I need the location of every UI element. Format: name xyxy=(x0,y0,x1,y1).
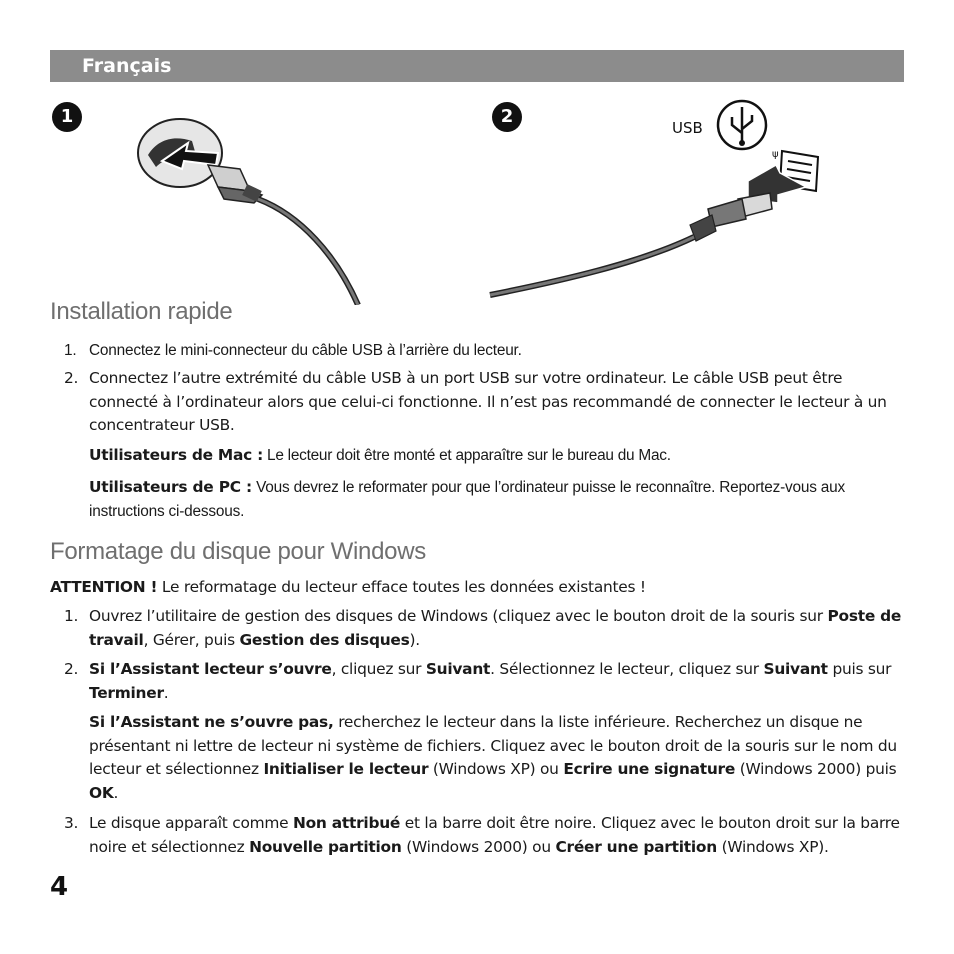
step-number: 1. xyxy=(64,342,77,359)
text-run: ). xyxy=(409,630,420,649)
text-run: et la barre doit être noire. Cliquez avec le bouton droit sur la barre noire et sélectionnez xyxy=(89,814,900,856)
bold-run: Ecrire une signature xyxy=(563,760,736,779)
formatting-heading: Formatage du disque pour Windows xyxy=(50,538,426,565)
text-run: , Gérer, puis xyxy=(143,630,240,649)
usb-port-connection-illustration xyxy=(480,95,840,305)
step-1-number: 1 xyxy=(60,106,74,127)
step-number: 2. xyxy=(64,660,79,678)
mac-note-text: Le lecteur doit être monté et apparaître sur le bureau du Mac. xyxy=(263,447,671,464)
attention-warning xyxy=(50,576,910,600)
step-text xyxy=(89,658,910,705)
text-run: . xyxy=(113,783,119,802)
attention-label: ATTENTION ! xyxy=(50,578,158,596)
mini-usb-plug xyxy=(208,165,250,191)
text-run: Le disque apparaît comme xyxy=(89,814,293,832)
bold-run: Suivant xyxy=(763,660,828,678)
attention-text: Le reformatage du lecteur efface toutes les données existantes ! xyxy=(157,578,646,596)
text-run: (Windows XP) ou xyxy=(428,760,564,779)
quick-install-step-1 xyxy=(64,339,910,363)
text-run: Ouvrez l’utilitaire de gestion des disques de Windows (cliquez avec le bouton droit de la souris sur xyxy=(89,607,828,625)
pc-note-text: Vous devrez le reformater pour que l’ordinateur puisse le reconnaître. Reportez-vous aux instructions ci-dessous. xyxy=(89,479,846,520)
format-step-1 xyxy=(64,605,910,652)
step-text xyxy=(89,812,910,859)
format-step-2 xyxy=(64,658,910,705)
usb-cable-1-highlight xyxy=(258,199,358,305)
language-header-bar xyxy=(50,50,904,82)
text-run: recherchez le lecteur dans la liste inférieure. Recherchez un disque ne présentant ni lettre de lecteur ni système de fichiers. Cliquez avec le bouton droit de la souris sur le nom du lecteur et sélectionnez xyxy=(89,713,897,779)
usb-cable-2 xyxy=(490,237,694,295)
bold-run: Poste de travail xyxy=(89,607,902,649)
bold-run: Si l’Assistant lecteur s’ouvre xyxy=(89,660,332,678)
bold-run: Si l’Assistant ne s’ouvre pas, xyxy=(89,713,334,731)
language-label: Français xyxy=(82,55,172,77)
step-text: Connectez le mini-connecteur du câble USB à l’arrière du lecteur. xyxy=(89,342,522,359)
bold-run: Suivant xyxy=(425,660,491,678)
bold-run: Gestion des disques xyxy=(239,630,410,649)
text-run: (Windows XP). xyxy=(716,837,829,856)
bold-run: Initialiser le lecteur xyxy=(263,760,429,779)
format-step-3 xyxy=(64,812,910,859)
format-step-2-note xyxy=(89,711,909,805)
step-number: 3. xyxy=(64,814,79,832)
step-text xyxy=(89,605,910,652)
text-run: (Windows 2000) ou xyxy=(401,837,556,856)
bold-run: Non attribué xyxy=(292,814,401,832)
text-run: . Sélectionnez le lecteur, cliquez sur xyxy=(490,660,764,678)
step-number: 2. xyxy=(64,369,79,387)
step-number: 1. xyxy=(64,607,79,625)
text-run: , cliquez sur xyxy=(331,660,426,678)
mac-note-label: Utilisateurs de Mac : xyxy=(89,446,263,464)
pc-users-note xyxy=(89,476,909,523)
quick-install-heading: Installation rapide xyxy=(50,298,233,325)
bold-run: Créer une partition xyxy=(555,837,717,856)
step-1-badge xyxy=(52,102,82,132)
usb-text-label: USB xyxy=(672,119,703,137)
quick-install-step-2 xyxy=(64,367,910,438)
text-run: puis sur xyxy=(827,660,892,678)
bold-run: Nouvelle partition xyxy=(249,837,402,856)
usb-small-icon: ψ xyxy=(772,149,779,160)
text-run: (Windows 2000) puis xyxy=(735,760,897,779)
text-run: . xyxy=(163,683,169,702)
step-text: Connectez l’autre extrémité du câble USB à un port USB sur votre ordinateur. Le câble USB peut être connecté à l’ordinateur alors que celui-ci fonctionne. Il n’est pas recommandé de connecter le lecteur à un concentrateur USB. xyxy=(89,369,887,435)
page-number: 4 xyxy=(50,872,69,902)
bold-run: OK xyxy=(89,783,114,802)
usb-cable-1 xyxy=(258,199,358,305)
pc-note-label: Utilisateurs de PC : xyxy=(89,478,252,496)
step-2-number: 2 xyxy=(500,106,514,127)
mac-users-note xyxy=(89,444,909,468)
mini-usb-connection-illustration xyxy=(100,95,380,305)
bold-run: Terminer xyxy=(89,683,164,702)
usb-trident-base xyxy=(739,140,745,146)
